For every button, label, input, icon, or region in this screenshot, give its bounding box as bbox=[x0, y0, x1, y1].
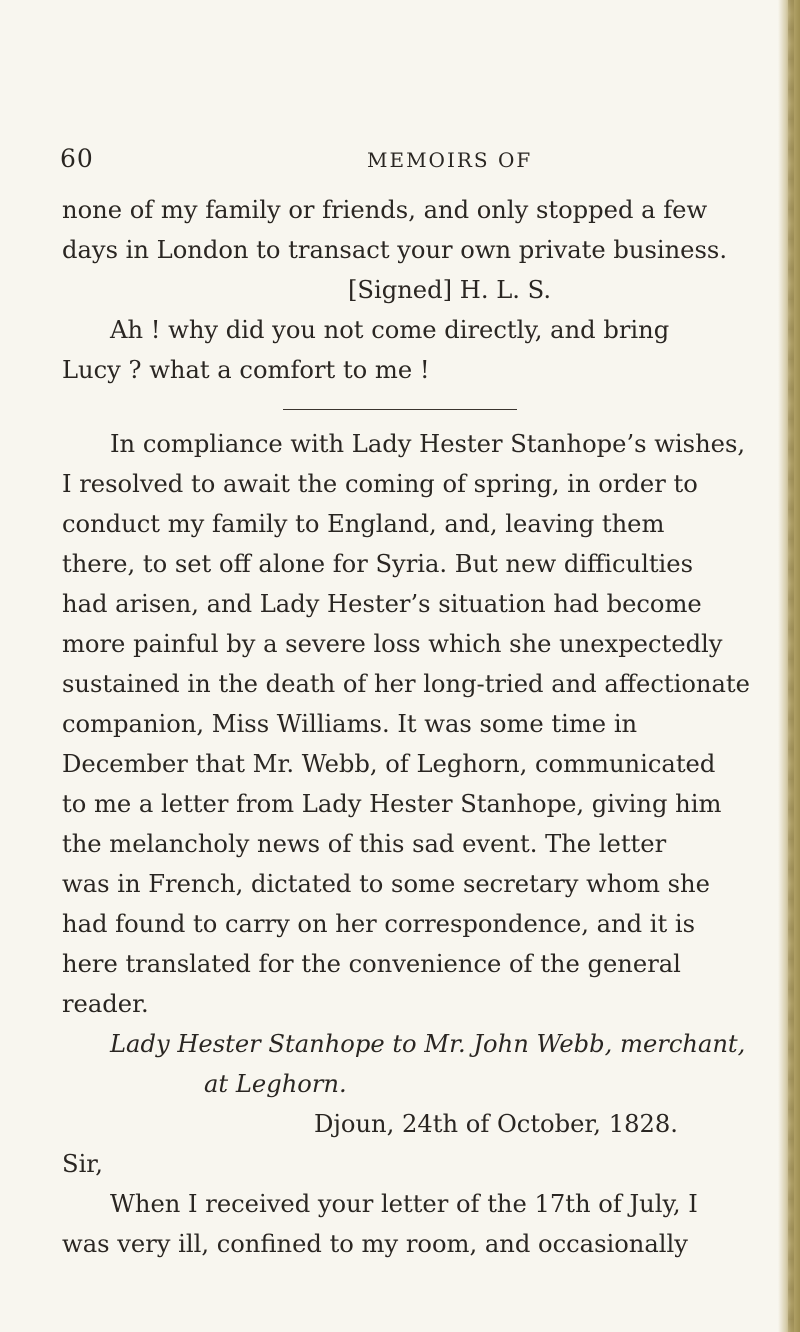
text-line: conduct my family to England, and, leaving them bbox=[62, 510, 665, 538]
text-line: none of my family or friends, and only stopped a few bbox=[62, 196, 708, 224]
letter-date: Djoun, 24th of October, 1828. bbox=[314, 1110, 678, 1138]
text-line: Lucy ? what a comfort to me ! bbox=[62, 356, 430, 384]
running-head: MEMOIRS OF bbox=[367, 148, 533, 172]
text-line: sustained in the death of her long-tried and affectionate bbox=[62, 670, 750, 698]
paragraph-letter-close bbox=[62, 190, 728, 390]
text-line: had arisen, and Lady Hester’s situation had become bbox=[62, 590, 702, 618]
text-line: December that Mr. Webb, of Leghorn, communicated bbox=[62, 750, 716, 778]
text-line: Ah ! why did you not come directly, and bring bbox=[110, 316, 670, 344]
text-line: more painful by a severe loss which she unexpectedly bbox=[62, 630, 723, 658]
text-line: When I received your letter of the 17th of July, I bbox=[110, 1190, 698, 1218]
text-line: I resolved to await the coming of spring, in order to bbox=[62, 470, 698, 498]
letter-heading: Lady Hester Stanhope to Mr. John Webb, merchant, bbox=[110, 1030, 746, 1058]
text-line: companion, Miss Williams. It was some time in bbox=[62, 710, 638, 738]
text-line: had found to carry on her correspondence, and it is bbox=[62, 910, 696, 938]
letter-heading-place: at Leghorn. bbox=[204, 1070, 347, 1098]
text-line: In compliance with Lady Hester Stanhope’s wishes, bbox=[110, 430, 746, 458]
paragraph-narrative bbox=[62, 424, 750, 1024]
text-line: reader. bbox=[62, 990, 149, 1018]
letter-salutation: Sir, bbox=[62, 1150, 103, 1178]
text-line: there, to set off alone for Syria. But new difficulties bbox=[62, 550, 694, 578]
letter-section bbox=[62, 1024, 746, 1264]
text-line: was very ill, confined to my room, and occasionally bbox=[62, 1230, 688, 1258]
signature-line: [Signed] H. L. S. bbox=[348, 276, 552, 304]
section-divider bbox=[283, 409, 517, 410]
text-line: days in London to transact your own private business. bbox=[62, 236, 728, 264]
text-line: the melancholy news of this sad event. The letter bbox=[62, 830, 667, 858]
page-header bbox=[60, 144, 660, 178]
page-edge-texture bbox=[788, 0, 794, 1332]
text-line: here translated for the convenience of the general bbox=[62, 950, 681, 978]
text-line: was in French, dictated to some secretary whom she bbox=[62, 870, 710, 898]
page-number: 60 bbox=[60, 144, 94, 173]
text-line: to me a letter from Lady Hester Stanhope, giving him bbox=[62, 790, 722, 818]
